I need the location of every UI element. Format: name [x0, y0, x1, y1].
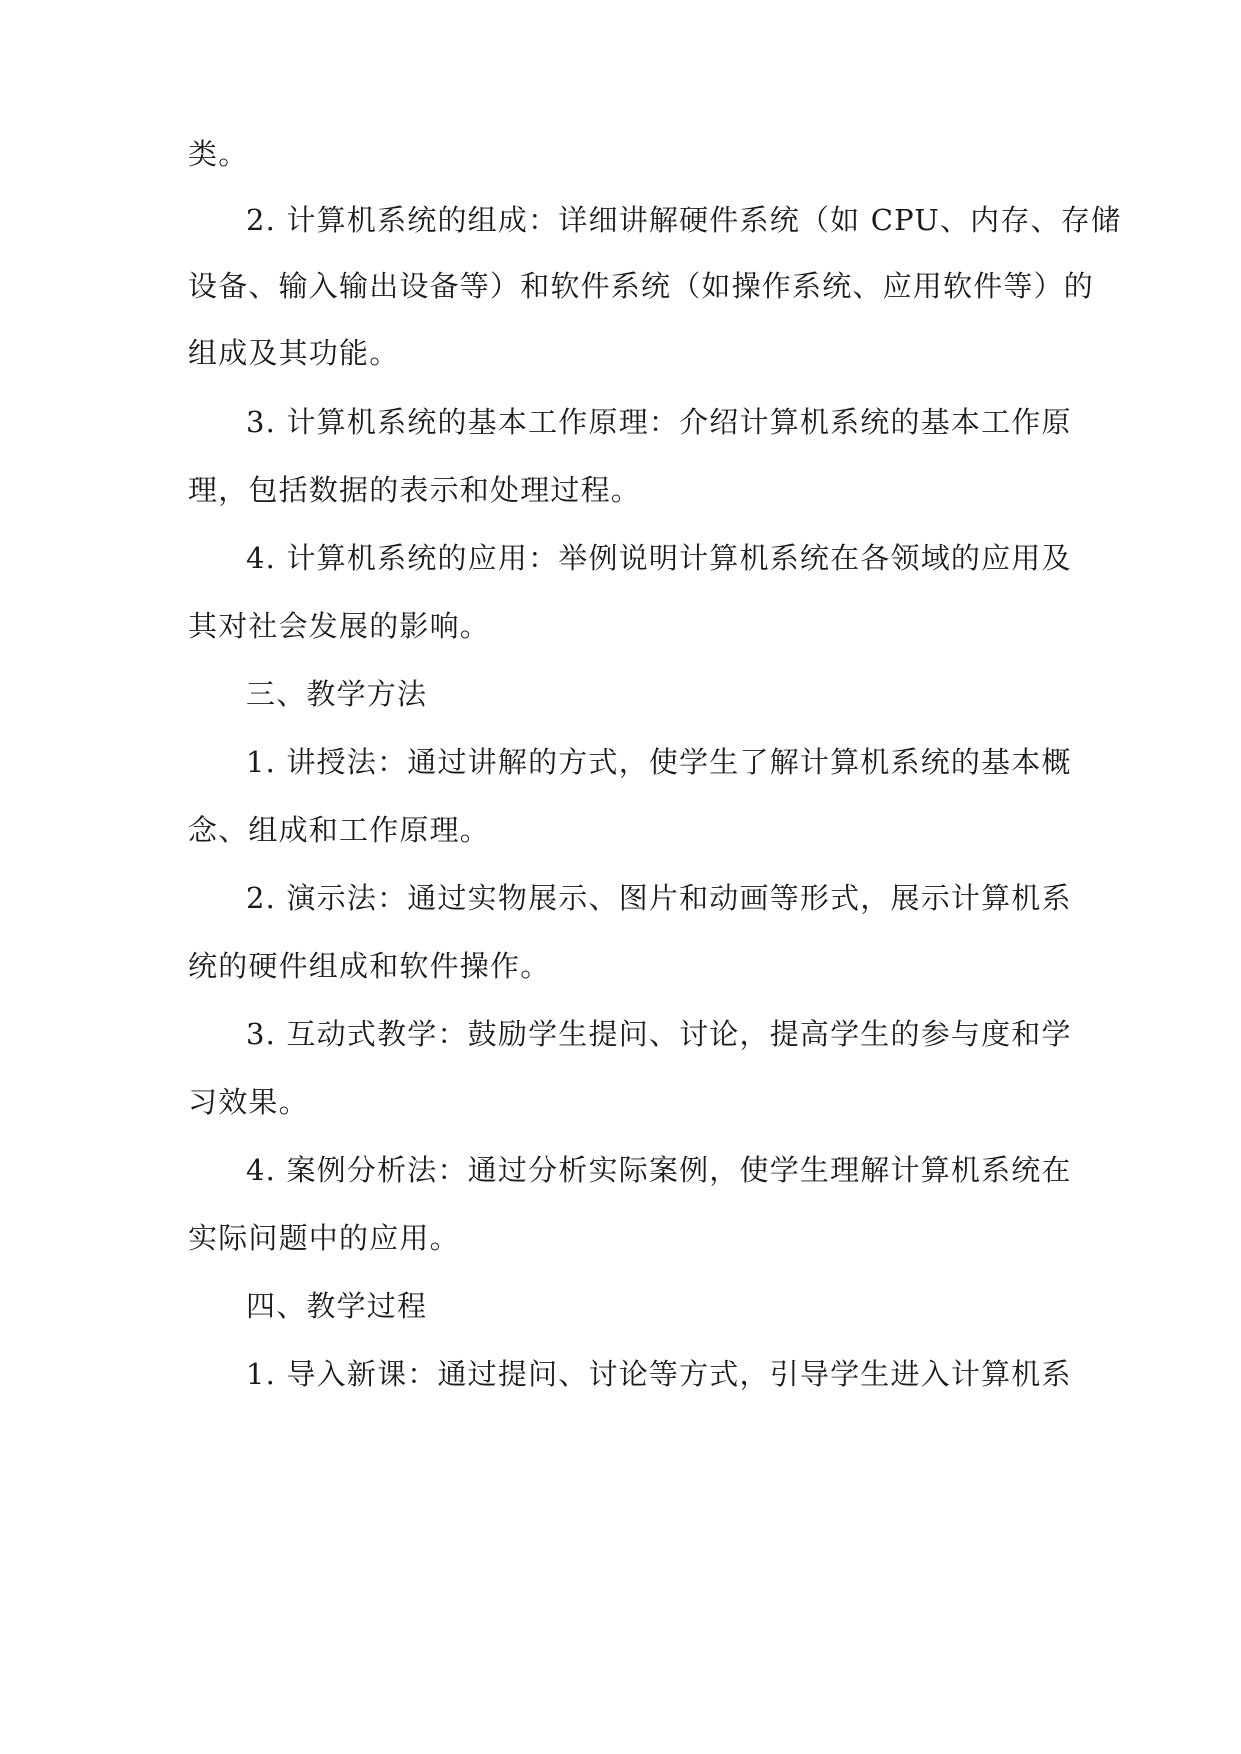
list-item-demonstration-method: 2. 演示法：通过实物展示、图片和动画等形式，展示计算机系	[246, 881, 1072, 915]
section-heading-teaching-methods: 三、教学方法	[246, 677, 428, 711]
list-item-lecture-method: 1. 讲授法：通过讲解的方式，使学生了解计算机系统的基本概	[246, 745, 1072, 779]
list-item-working-principle: 3. 计算机系统的基本工作原理：介绍计算机系统的基本工作原	[246, 405, 1072, 439]
text-line: 实际问题中的应用。	[188, 1221, 460, 1255]
text-line: 其对社会发展的影响。	[188, 609, 491, 643]
section-heading-teaching-process: 四、教学过程	[246, 1289, 428, 1323]
text-line: 理，包括数据的表示和处理过程。	[188, 473, 642, 507]
text-line: 习效果。	[188, 1085, 309, 1119]
list-item-case-analysis: 4. 案例分析法：通过分析实际案例，使学生理解计算机系统在	[246, 1153, 1072, 1187]
list-item-interactive-teaching: 3. 互动式教学：鼓励学生提问、讨论，提高学生的参与度和学	[246, 1017, 1072, 1051]
list-item-applications: 4. 计算机系统的应用：举例说明计算机系统在各领域的应用及	[246, 541, 1072, 575]
text-line: 念、组成和工作原理。	[188, 813, 491, 847]
list-item-system-composition: 2. 计算机系统的组成：详细讲解硬件系统（如 CPU、内存、存储	[246, 203, 1122, 237]
text-line-continuation: 类。	[188, 137, 249, 171]
list-item-introduction: 1. 导入新课：通过提问、讨论等方式，引导学生进入计算机系	[246, 1357, 1072, 1391]
text-line: 设备、输入输出设备等）和软件系统（如操作系统、应用软件等）的	[188, 269, 1095, 303]
text-line: 组成及其功能。	[188, 336, 400, 370]
text-line: 统的硬件组成和软件操作。	[188, 949, 551, 983]
